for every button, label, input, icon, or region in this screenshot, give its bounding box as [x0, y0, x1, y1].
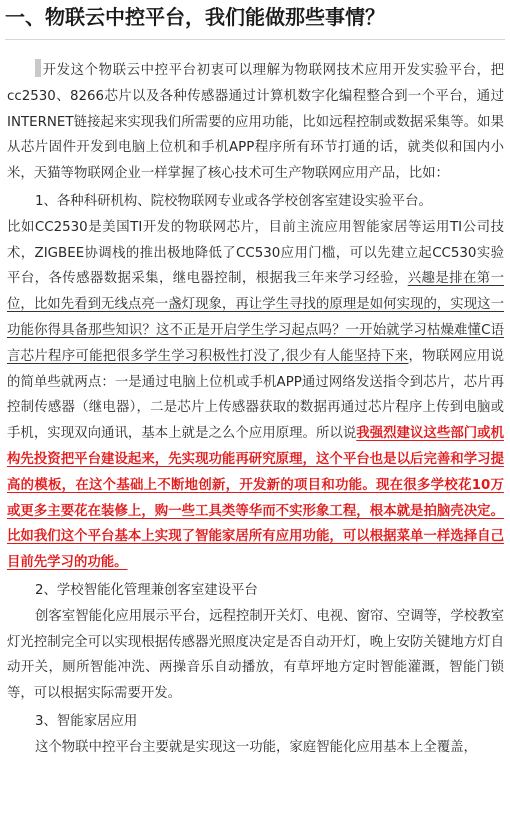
item1-text-rest: ，物联网应用说的简单些就两点：一是通过电脑上位机或手机APP通过网络发送指令到芯片，芯片再控制传感器（继电器），二是芯片上传感器获取的数据再通过芯片程序上传到电脑或手机，实现双向通讯，基本上就是之么个应用原理。所以说 [7, 348, 504, 442]
intro-paragraph [7, 58, 504, 187]
item3-heading: 3、智能家居应用 [35, 713, 138, 729]
article-title: 一、物联云中控平台，我们能做那些事情？ [5, 4, 505, 40]
item1-paragraph [7, 215, 504, 576]
item2-paragraph: 创客室智能化应用展示平台，远程控制开关灯、电视、窗帘、空调等，学校教室灯光控制完全可以实现根据传感器光照度决定是否自动开灯，晚上安防关键地方灯自动开关，厕所智能冲洗、两操音乐自动播放，有草坪地方定时智能灌溉，智能门锁等，可以根据实际需要开发。 [7, 608, 504, 702]
item1-underlined-text: 兴趣是排在第一位，比如先看到无线点亮一盏灯现象，再让学生寻找的原理是如何实现的，实现这一功能你得具备那些知识？这不正是开启学生学习起点吗？一开始就学习枯燥难懂C语言芯片程序可能把很多学生学习积极性打没了,很少有人能坚持下来 [7, 271, 504, 364]
item1-heading: 1、各种科研机构、院校物联网专业或各学校创客室建设实验平台。 [35, 193, 432, 209]
item1-text: 比如CC2530是美国TI开发的物联网芯片，目前主流应用智能家居等运用TI公司技术，ZIGBEE协调栈的推出极地降低了CC530应用门槛，可以先建立起CC530实验平台，各传感器数据采集，继电器控制，根据我三年来学习经验， [7, 219, 504, 287]
item1-red-emphasis: 我强烈建议这些部门或机构先投资把平台建设起来，先实现功能再研究原理，这个平台也是以后完善和学习提高的模板，在这个基础上不断地创新，开发新的项目和功能。现在很多学校花10万或更多主要花在装修上，购一些工具类等华而不实形象工程，根本就是拍脑壳决定。比如我们这个平台基本上实现了智能家居所有应用功能，可以根据菜单一样选择自己目前先学习的功能。 [7, 426, 505, 571]
intro-text: 开发这个物联云中控平台初衷可以理解为物联网技术应用开发实验平台，把cc2530、8266芯片以及各种传感器通过计算机数字化编程整合到一个平台，通过INTERNET链接起来实现我们所需要的应用功能，比如远程控制或数据采集等。如果从芯片固件开发到电脑上位机和手机APP程序所有环节打通的话，就类似和国内小米，天猫等物联网企业一样掌握了核心技术可生产物联网应用产品，比如： [7, 63, 504, 182]
item3-paragraph: 这个物联中控平台主要就是实现这一功能，家庭智能化应用基本上全覆盖， [35, 739, 477, 755]
item2-heading: 2、学校智能化管理兼创客室建设平台 [35, 582, 258, 598]
article-body [7, 58, 504, 761]
text-cursor [35, 59, 41, 77]
